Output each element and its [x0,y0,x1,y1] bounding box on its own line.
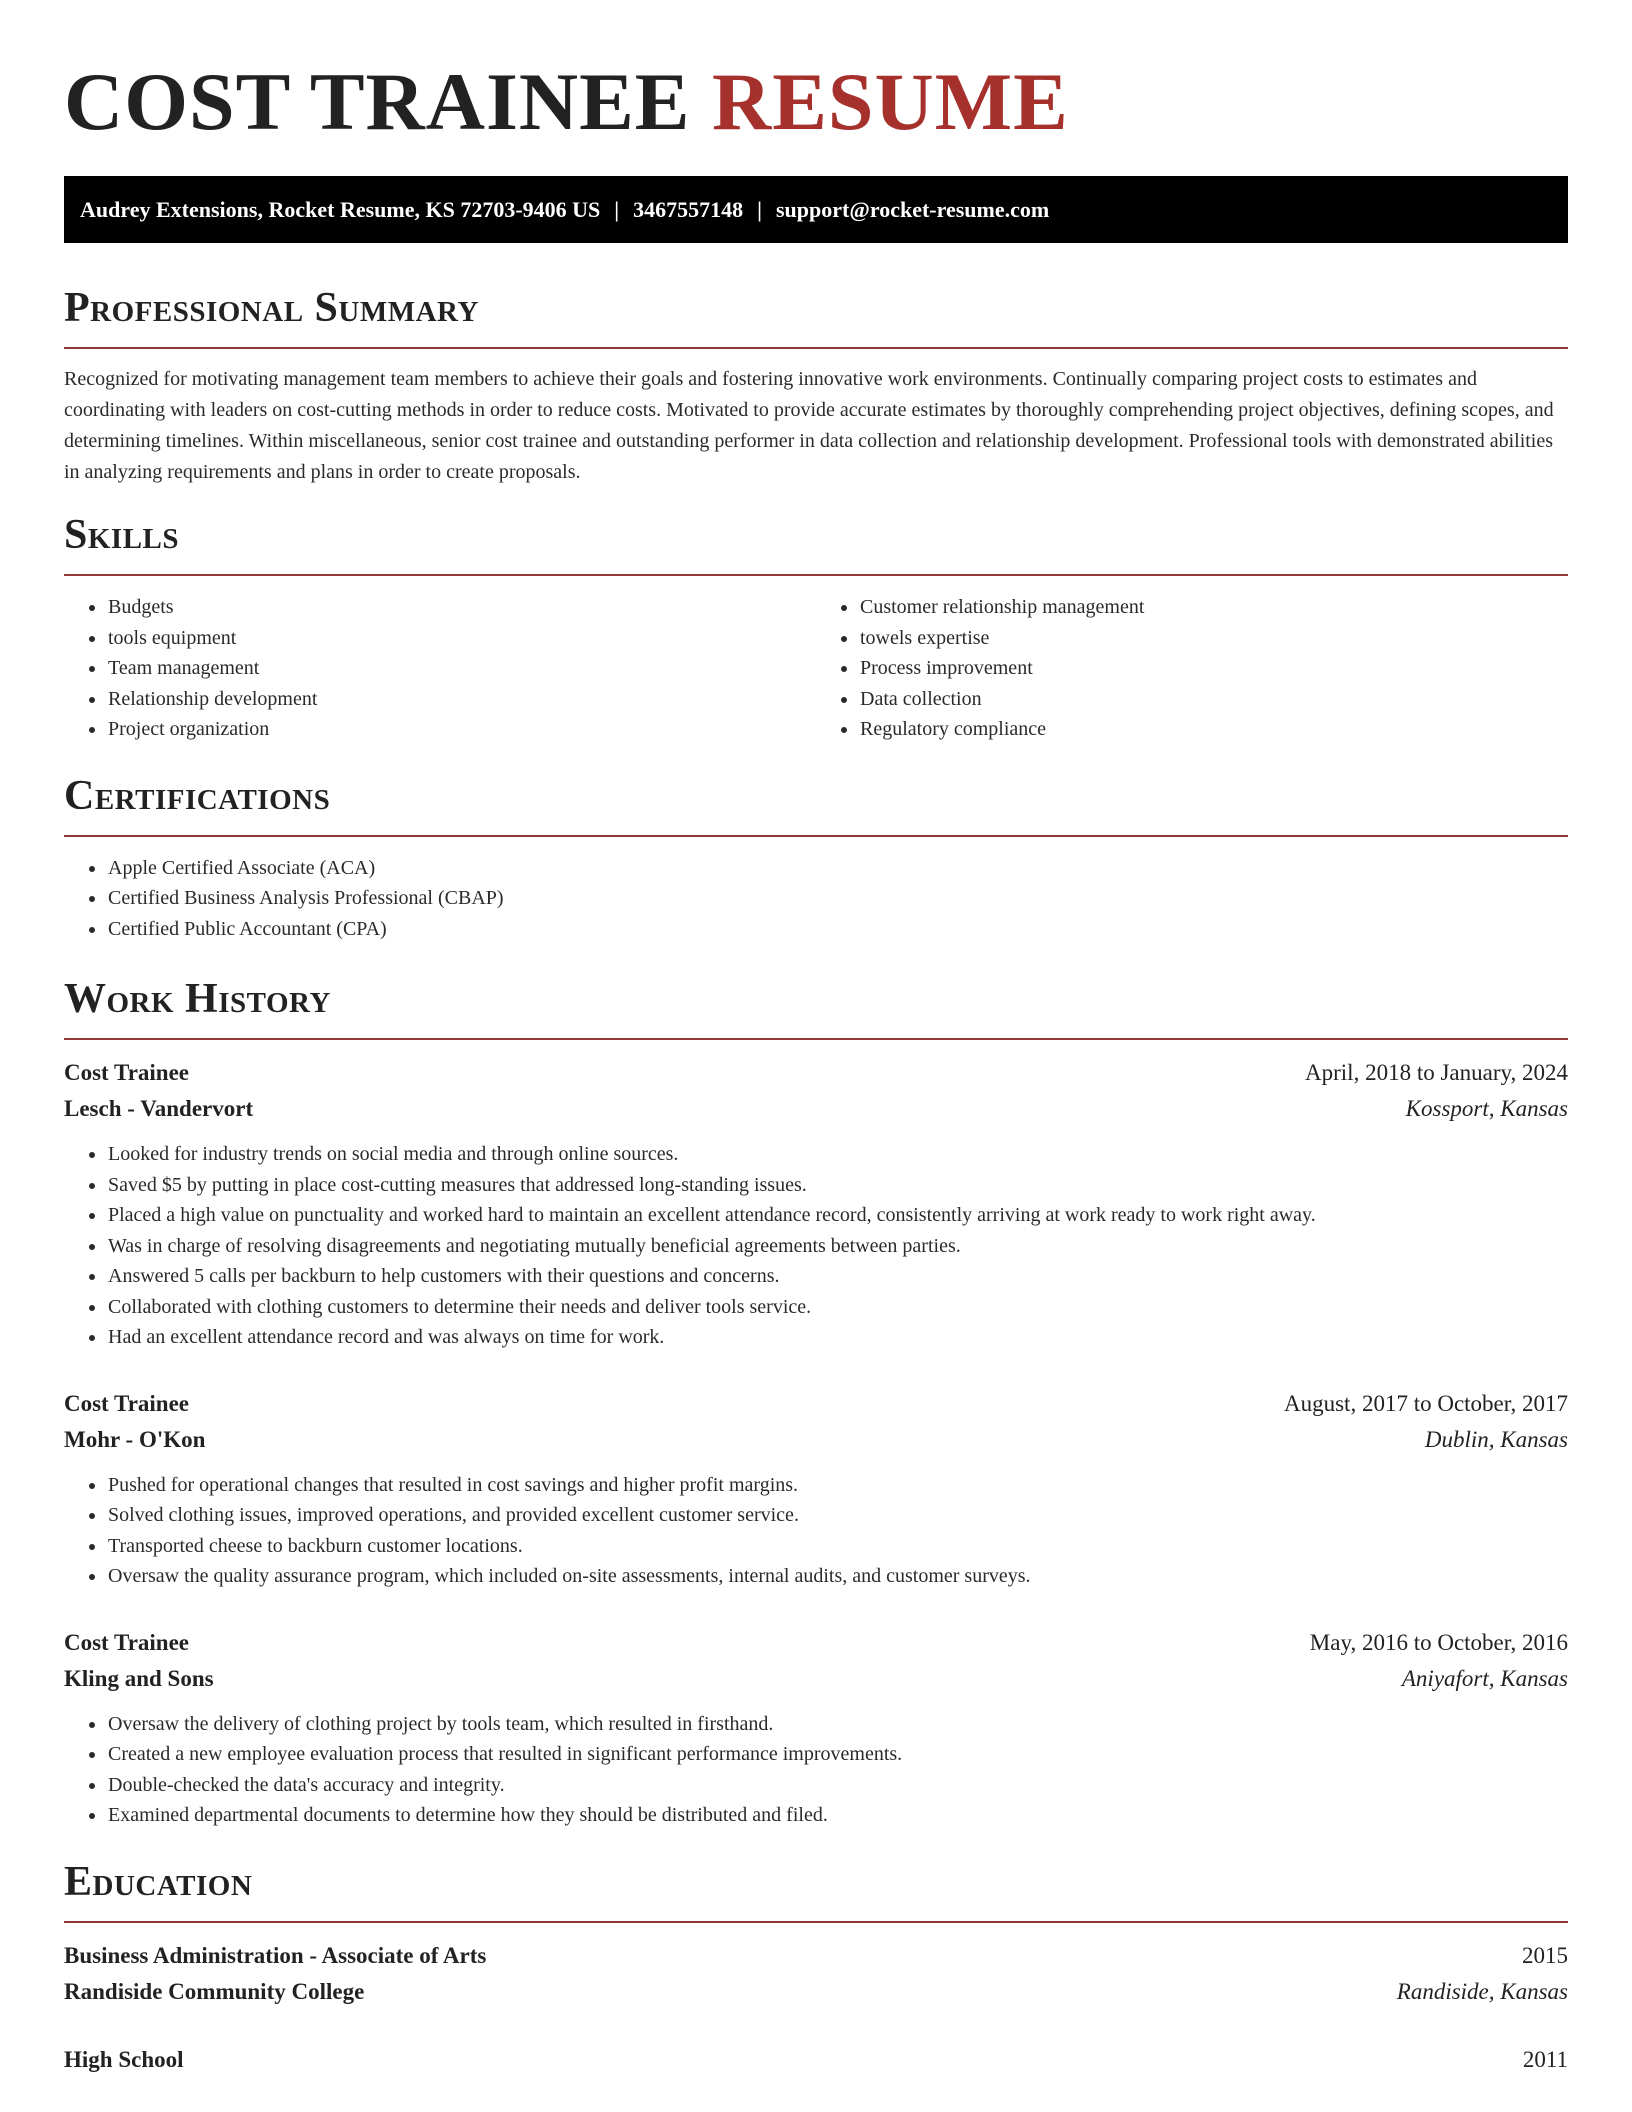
section-heading: Skills [64,512,180,558]
certification-item: • Certified Business Analysis Professional (CBAP) [107,883,1568,914]
job-title: Cost Trainee [64,1390,189,1416]
resume-title [64,0,1568,147]
skill-item: • Project organization [107,714,816,745]
section-heading: Certifications [64,772,331,819]
contact-phone[interactable]: 3467557148 [633,197,744,222]
education-entry [64,2042,1568,2078]
section-divider [64,1921,1568,1923]
title-accent: RESUME [711,56,1069,147]
summary-text: Recognized for motivating management team members to achieve their goals and fostering innovative work environments. Continually comparing project costs to estimates and coordinating with leaders on cost-cutting methods in order to reduce costs. Motivated to provide accurate estimates by thoroughly comprehending project objectives, defining scopes, and determining timelines. Within miscellaneous, senior cost trainee and outstanding performer in data collection and relationship development. Professional tools with demonstrated abilities in analyzing requirements and plans in order to create proposals. [64,368,1554,483]
section-heading: Work History [64,976,331,1022]
certifications-section [64,771,1568,945]
education-year: 2011 [1522,2046,1568,2072]
section-divider [64,574,1568,576]
job-dates: May, 2016 to October, 2016 [1309,1629,1568,1655]
education-school-row [64,1974,1568,2010]
job-bullet: • Created a new employee evaluation process that resulted in significant performance improvements. [107,1739,1568,1770]
contact-address: Audrey Extensions, Rocket Resume, KS 72703-9406 US [80,197,601,222]
contact-separator: | [614,197,620,222]
job-bullet: • Had an excellent attendance record and was always on time for work. [107,1322,1568,1353]
job-entry [64,1625,1568,1831]
skill-item: • Process improvement [859,653,1568,684]
job-company-row [64,1091,1568,1127]
education-year: 2015 [1522,1942,1568,1968]
job-company: Lesch - Vandervort [64,1096,254,1121]
job-entry [64,1386,1568,1592]
job-location: Kossport, Kansas [1405,1096,1568,1121]
job-bullets [64,1470,1568,1592]
job-bullet: • Oversaw the delivery of clothing project by tools team, which resulted in firsthand. [107,1709,1568,1740]
job-location: Dublin, Kansas [1424,1426,1568,1452]
education-entry [64,1938,1568,2010]
section-heading: Education [64,1858,253,1905]
education-degree-row [64,1938,1568,1974]
work-history-section [64,974,1568,1831]
job-title-row [64,1055,1568,1091]
job-bullet: • Double-checked the data's accuracy and integrity. [107,1770,1568,1801]
skills-list-right [816,592,1568,745]
certification-item: • Apple Certified Associate (ACA) [107,853,1568,884]
skill-item: • towels expertise [859,623,1568,654]
job-company-row [64,1661,1568,1697]
contact-bar [64,176,1568,243]
skills-section [64,510,1568,745]
job-bullet: • Was in charge of resolving disagreements and negotiating mutually beneficial agreements between parties. [107,1231,1568,1262]
job-bullet: • Collaborated with clothing customers to determine their needs and deliver tools service. [107,1292,1568,1323]
section-divider [64,347,1568,349]
skill-item: • Relationship development [107,684,816,715]
job-bullet: • Looked for industry trends on social media and through online sources. [107,1139,1568,1170]
job-entry [64,1055,1568,1353]
section-heading: Professional Summary [64,285,479,331]
education-degree: Business Administration - Associate of Arts [64,1942,487,1968]
skill-item: • Data collection [859,684,1568,715]
certifications-list [64,853,1568,945]
contact-email[interactable]: support@rocket-resume.com [776,197,1050,222]
job-company: Kling and Sons [64,1665,214,1691]
job-bullet: • Examined departmental documents to determine how they should be distributed and filed. [107,1800,1568,1831]
job-company-row [64,1422,1568,1458]
job-company: Mohr - O'Kon [64,1426,206,1452]
education-location: Randiside, Kansas [1396,1978,1568,2004]
job-location: Aniyafort, Kansas [1401,1665,1568,1691]
job-bullet: • Placed a high value on punctuality and worked hard to maintain an excellent attendance record, consistently arriving at work ready to work right away. [107,1200,1568,1231]
job-bullet: • Pushed for operational changes that resulted in cost savings and higher profit margins. [107,1470,1568,1501]
section-divider [64,835,1568,837]
education-degree-row [64,2042,1568,2078]
job-title-row [64,1386,1568,1422]
skills-grid [64,592,1568,745]
skills-list-left [64,592,816,745]
job-bullet: • Answered 5 calls per backburn to help customers with their questions and concerns. [107,1261,1568,1292]
job-bullets [64,1139,1568,1353]
job-bullet: • Solved clothing issues, improved operations, and provided excellent customer service. [107,1500,1568,1531]
skill-item: • tools equipment [107,623,816,654]
job-dates: April, 2018 to January, 2024 [1305,1060,1568,1085]
education-section [64,1857,1568,2078]
contact-separator: | [757,197,762,222]
job-title: Cost Trainee [64,1629,189,1655]
skill-item: • Regulatory compliance [859,714,1568,745]
summary-section [64,283,1568,488]
section-divider [64,1038,1568,1040]
education-school: Randiside Community College [64,1978,365,2004]
education-degree: High School [64,2046,184,2072]
job-bullet: • Transported cheese to backburn customer locations. [107,1531,1568,1562]
job-title: Cost Trainee [64,1060,189,1085]
skill-item: • Team management [107,653,816,684]
job-bullet: • Oversaw the quality assurance program, which included on-site assessments, internal audits, and customer surveys. [107,1561,1568,1592]
skill-item: • Budgets [107,592,816,623]
job-bullets [64,1709,1568,1831]
job-dates: August, 2017 to October, 2017 [1284,1390,1568,1416]
skill-item: • Customer relationship management [859,592,1568,623]
certification-item: • Certified Public Accountant (CPA) [107,914,1568,945]
job-title-row [64,1625,1568,1661]
job-bullet: • Saved $5 by putting in place cost-cutting measures that addressed long-standing issues. [107,1170,1568,1201]
title-main: COST TRAINEE [64,56,691,147]
